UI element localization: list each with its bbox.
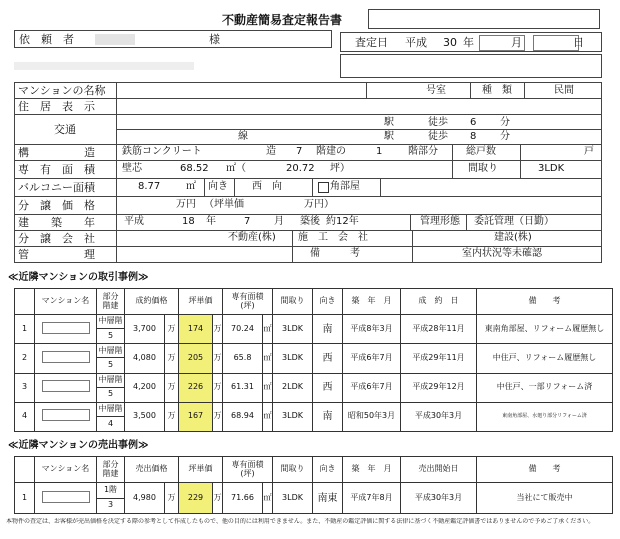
transport-station-2: 駅: [384, 131, 394, 142]
floors-value: 7: [296, 146, 303, 157]
row-area: 70.24: [223, 315, 263, 344]
row-no: 4: [15, 402, 35, 431]
client-suffix: 様: [209, 33, 220, 46]
tx-header-built: 築 年 月: [343, 289, 401, 315]
floors-label: 階建の: [316, 146, 346, 157]
area-unit: ㎡（: [226, 163, 246, 174]
total-units-suffix: 戸: [584, 146, 594, 157]
name-redacted: [42, 351, 90, 363]
row-no: 1: [15, 483, 35, 514]
row-price-unit: 万: [165, 483, 179, 514]
table-row: [15, 373, 613, 387]
developer-value: 不動産(株): [228, 232, 276, 243]
balcony-sqm: 8.77: [138, 181, 161, 192]
row-price-unit: 万: [165, 402, 179, 431]
row-date: 平成28年11月: [401, 315, 477, 344]
row-remarks: 東南角部屋、リフォーム履歴無し: [477, 315, 613, 344]
price-label: 分 譲 価 格: [18, 199, 95, 212]
developer-label: 分 譲 会 社: [18, 232, 95, 245]
area-sqm: 68.52: [180, 163, 209, 174]
header-shade: [14, 62, 194, 70]
layout-value: 3LDK: [538, 163, 565, 174]
tx-header-stories: 階建: [102, 300, 119, 310]
built-month-unit: 月: [274, 216, 284, 227]
date-label: 査定日: [355, 36, 388, 49]
row-built: 昭和50年3月: [343, 402, 401, 431]
balcony-label: バルコニー面積: [18, 181, 95, 194]
row-layout: 2LDK: [273, 373, 313, 402]
ls-header-floor: 部分: [102, 459, 119, 469]
structure-value: 鉄筋コンクリート: [122, 146, 202, 157]
remarks-label: 備 考: [310, 248, 360, 259]
row-area-unit: ㎡: [263, 483, 273, 514]
transactions-table: [14, 288, 613, 432]
unit-floor-value: 1: [376, 146, 383, 157]
transport-label: 交通: [54, 123, 76, 136]
transport-walk-1: 徒歩: [428, 117, 448, 128]
row-layout: 3LDK: [273, 402, 313, 431]
age-value: 約12年: [326, 216, 359, 227]
row-price-unit: 万: [165, 344, 179, 373]
row-tsubo-unit: 万: [213, 315, 223, 344]
builder-value: 建設(株): [494, 232, 532, 243]
ls-header-layout: 間取り: [273, 457, 313, 483]
management-form-label: 管理形態: [420, 216, 460, 227]
row-date: 平成29年12月: [401, 373, 477, 402]
corner-checkbox[interactable]: [318, 182, 329, 193]
row-area: 61.31: [223, 373, 263, 402]
row-price: 4,200: [125, 373, 165, 402]
transport-minutes-1: 6: [470, 117, 477, 128]
row-direction: 西: [313, 344, 343, 373]
date-day-unit: 日: [573, 36, 584, 49]
row-tsubo: 226: [179, 373, 213, 402]
name-redacted: [42, 380, 90, 392]
transactions-title: ≪近隣マンションの取引事例≫: [8, 272, 149, 283]
client-label: 依 頼 者: [19, 33, 74, 46]
area-type: 壁芯: [122, 163, 142, 174]
orientation-value: 西 向: [252, 181, 282, 192]
property-type-value: 民間: [554, 85, 574, 96]
ls-header-area: 専有面積: [231, 459, 264, 469]
row-tsubo: 205: [179, 344, 213, 373]
row-remarks: 当社にて販売中: [477, 483, 613, 514]
row-layout: 3LDK: [273, 344, 313, 373]
built-era: 平成: [124, 216, 144, 227]
document-title: 不動産簡易査定報告書: [222, 13, 343, 27]
listings-title: ≪近隣マンションの売出事例≫: [8, 440, 149, 451]
transport-unit-2: 分: [500, 131, 510, 142]
transport-line-2: 線: [238, 131, 248, 142]
date-era: 平成: [405, 36, 427, 49]
transport-station-1: 駅: [384, 117, 394, 128]
row-no: 2: [15, 344, 35, 373]
row-date: 平成30年3月: [401, 402, 477, 431]
row-floor: 中層階: [97, 373, 125, 387]
ls-header-direction: 向き: [313, 457, 343, 483]
structure-label: 構 造: [18, 146, 95, 159]
row-tsubo: 174: [179, 315, 213, 344]
row-price: 4,080: [125, 344, 165, 373]
price-unit: 万円: [176, 199, 196, 210]
row-direction: 西: [313, 373, 343, 402]
row-no: 1: [15, 315, 35, 344]
row-area: 71.66: [223, 483, 263, 514]
row-direction: 南東: [313, 483, 343, 514]
property-name-label: マンションの名称: [18, 84, 106, 97]
client-name-redacted: [95, 34, 135, 45]
built-month: 7: [244, 216, 251, 227]
age-label: 築後: [300, 216, 320, 227]
table-row: [15, 344, 613, 358]
address-label: 住 居 表 示: [18, 100, 95, 113]
date-year: 30: [443, 36, 457, 49]
row-direction: 南: [313, 402, 343, 431]
row-price: 3,700: [125, 315, 165, 344]
row-built: 平成8年3月: [343, 315, 401, 344]
table-row: [15, 402, 613, 416]
row-area: 65.8: [223, 344, 263, 373]
row-stories: 5: [97, 358, 125, 373]
built-label: 建 築 年: [18, 216, 95, 229]
row-area: 68.94: [223, 402, 263, 431]
transport-walk-2: 徒歩: [428, 131, 448, 142]
table-row: [15, 483, 613, 498]
tx-header-name: マンション名: [35, 289, 97, 315]
row-area-unit: ㎡: [263, 373, 273, 402]
listings-table: [14, 456, 613, 514]
ls-header-price: 売出価格: [125, 457, 179, 483]
row-stories: 5: [97, 329, 125, 344]
row-built: 平成7年8月: [343, 483, 401, 514]
area-label: 専 有 面 積: [18, 163, 95, 176]
total-units-label: 総戸数: [466, 146, 496, 157]
row-tsubo: 167: [179, 402, 213, 431]
row-built: 平成6年7月: [343, 344, 401, 373]
tx-header-direction: 向き: [313, 289, 343, 315]
row-stories: 3: [97, 498, 125, 513]
row-layout: 3LDK: [273, 483, 313, 514]
table-row: [15, 315, 613, 329]
row-price-unit: 万: [165, 315, 179, 344]
name-redacted: [42, 322, 90, 334]
ls-header-area-sub: (坪): [240, 468, 255, 478]
transport-minutes-2: 8: [470, 131, 477, 142]
corner-label: 角部屋: [330, 181, 360, 192]
price-tsubo-unit: 万円）: [304, 199, 334, 210]
row-date: 平成30年3月: [401, 483, 477, 514]
room-suffix: 号室: [426, 85, 446, 96]
ls-header-date: 売出開始日: [401, 457, 477, 483]
row-area-unit: ㎡: [263, 315, 273, 344]
row-stories: 4: [97, 416, 125, 431]
name-redacted: [42, 491, 90, 503]
row-layout: 3LDK: [273, 315, 313, 344]
row-tsubo-unit: 万: [213, 344, 223, 373]
orientation-label: 向き: [208, 181, 228, 192]
footnote: 本物件の査定は、お客様が売出価格を決定する際の参考として作成したもので、他の目的には利用できません。また、不動産の鑑定評価に関する法律に基づく不動産鑑定評価書ではありませんので予めご了承ください。: [6, 518, 595, 525]
ls-header-stories: 階建: [102, 468, 119, 478]
row-remarks: 中住戸、リフォーム履歴無し: [477, 344, 613, 373]
tx-header-layout: 間取り: [273, 289, 313, 315]
built-year: 18: [182, 216, 195, 227]
assessment-date-row: [340, 32, 602, 52]
row-tsubo-unit: 万: [213, 483, 223, 514]
management-form-value: 委託管理（日勤）: [474, 216, 554, 227]
row-floor: 中層階: [97, 402, 125, 416]
ls-header-built: 築 年 月: [343, 457, 401, 483]
built-year-unit: 年: [206, 216, 216, 227]
layout-label: 間取り: [468, 163, 498, 174]
row-area-unit: ㎡: [263, 402, 273, 431]
unit-floor-label: 階部分: [408, 146, 438, 157]
row-price-unit: 万: [165, 373, 179, 402]
tx-header-price: 成約価格: [125, 289, 179, 315]
row-remarks: 東南角部屋、水廻り部分リフォーム済: [477, 402, 613, 431]
row-remarks: 中住戸、一部リフォーム済: [477, 373, 613, 402]
row-stories: 5: [97, 387, 125, 402]
stamp-box: [340, 54, 602, 78]
row-price: 3,500: [125, 402, 165, 431]
row-floor: 1階: [97, 483, 125, 498]
balcony-unit: ㎡: [186, 181, 196, 192]
transport-unit-1: 分: [500, 117, 510, 128]
area-tsubo: 20.72: [286, 163, 315, 174]
row-direction: 南: [313, 315, 343, 344]
ls-header-tsubo: 坪単価: [179, 457, 223, 483]
manager-label: 管 理: [18, 248, 95, 261]
tx-header-floor: 部分: [102, 291, 119, 301]
area-tsubo-unit: 坪）: [330, 163, 350, 174]
row-built: 平成6年7月: [343, 373, 401, 402]
remarks-value: 室内状況等未確認: [462, 248, 542, 259]
row-area-unit: ㎡: [263, 344, 273, 373]
row-no: 3: [15, 373, 35, 402]
row-floor: 中層階: [97, 344, 125, 358]
client-row: [14, 30, 332, 48]
ls-header-name: マンション名: [35, 457, 97, 483]
tx-header-date: 成 約 日: [401, 289, 477, 315]
tx-header-remarks: 備 考: [477, 289, 613, 315]
price-tsubo: （坪単価: [204, 199, 244, 210]
name-redacted: [42, 409, 90, 421]
date-month-unit: 月: [511, 36, 522, 49]
header-blank-box: [368, 9, 600, 29]
tx-header-tsubo: 坪単価: [179, 289, 223, 315]
tx-header-area: 専有面積: [231, 291, 264, 301]
date-year-unit: 年: [463, 36, 474, 49]
ls-header-remarks: 備 考: [477, 457, 613, 483]
tx-header-area-sub: (坪): [240, 300, 255, 310]
row-tsubo-unit: 万: [213, 402, 223, 431]
row-tsubo-unit: 万: [213, 373, 223, 402]
row-price: 4,980: [125, 483, 165, 514]
row-tsubo: 229: [179, 483, 213, 514]
property-type-label: 種 類: [482, 85, 512, 96]
structure-story-label: 造: [266, 146, 276, 157]
row-date: 平成29年11月: [401, 344, 477, 373]
row-floor: 中層階: [97, 315, 125, 329]
builder-label: 施 工 会 社: [298, 232, 368, 243]
